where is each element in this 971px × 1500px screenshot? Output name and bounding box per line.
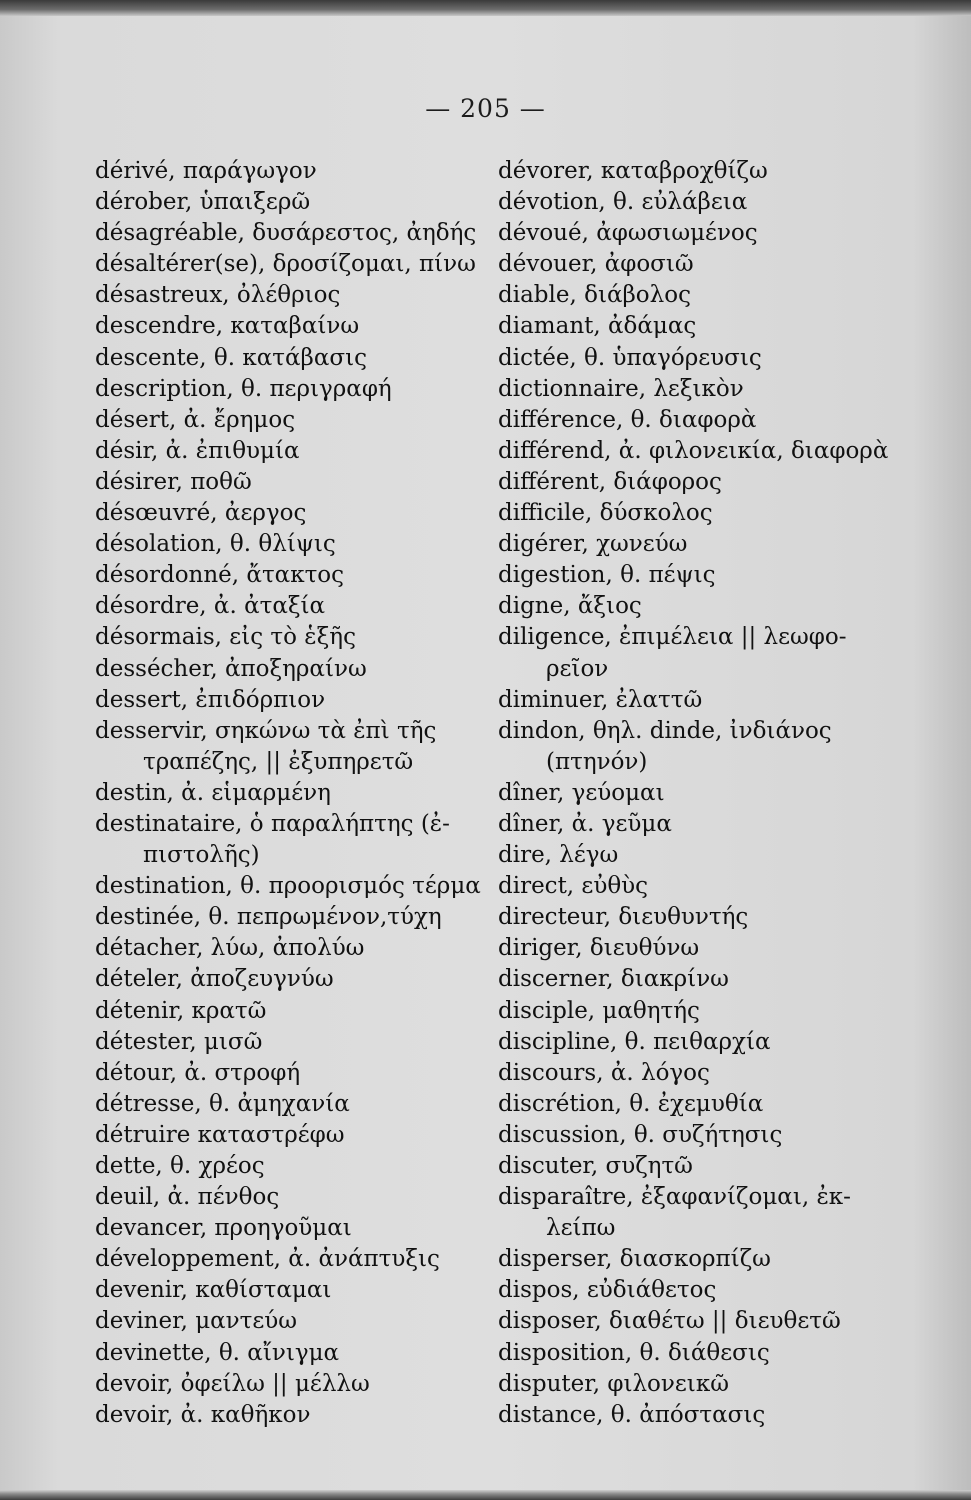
dictionary-entry [498, 498, 938, 529]
entry-text: dételer, ἀποζευγνύω [95, 966, 334, 993]
dictionary-entry [95, 1306, 535, 1337]
entry-text: destin, ἀ. εἱμαρμένη [95, 779, 331, 806]
dictionary-entry [498, 1369, 938, 1400]
entry-text: deviner, μαντεύω [95, 1308, 298, 1335]
dictionary-entry [498, 405, 938, 436]
dictionary-entry [95, 343, 535, 374]
dictionary-entry [498, 1182, 938, 1244]
entry-text: description, θ. περιγραφή [95, 375, 392, 402]
entry-text: dispos, εὐδιάθετος [498, 1277, 717, 1304]
dictionary-entry [498, 591, 938, 622]
dictionary-entry [498, 1151, 938, 1182]
dictionary-entry [95, 622, 535, 653]
dictionary-entry [95, 156, 535, 187]
entry-text: détenir, κρατῶ [95, 997, 267, 1024]
entry-text: dérivé, παράγωγον [95, 158, 317, 184]
entry-text: distance, θ. ἀπόστασις [498, 1401, 766, 1428]
entry-text: disposition, θ. διάθεσις [498, 1339, 770, 1366]
dictionary-entry [498, 436, 938, 467]
dictionary-entry [95, 218, 535, 249]
dictionary-entry [498, 280, 938, 311]
dictionary-entry [498, 964, 938, 995]
entry-text: dîner, ἀ. γεῦμα [498, 810, 672, 837]
entry-text: désert, ἀ. ἔρημος [95, 406, 296, 433]
entry-text: différend, ἀ. φιλονεικία, διαφορὰ [498, 437, 889, 464]
dictionary-entry [498, 809, 938, 840]
dictionary-entry [95, 996, 535, 1027]
entry-text: disparaître, ἐξαφανίζομαι, ἐκ- [498, 1184, 851, 1211]
dictionary-entry [95, 1338, 535, 1369]
dictionary-entry [95, 560, 535, 591]
dictionary-entry [498, 311, 938, 342]
entry-text: discerner, διακρίνω [498, 966, 729, 993]
entry-text: dindon, θηλ. dinde, ἰνδιάνος [498, 717, 832, 744]
dictionary-entry [95, 964, 535, 995]
dictionary-entry [95, 1182, 535, 1213]
entry-text: direct, εὐθὺς [498, 873, 649, 900]
entry-text: désagréable, δυσάρεστος, ἀηδής [95, 220, 477, 247]
dictionary-entry [95, 933, 535, 964]
entry-text: diamant, ἀδάμας [498, 313, 697, 340]
entry-text: désœuvré, ἀεργος [95, 500, 307, 527]
entry-text: dessécher, ἀποξηραίνω [95, 655, 367, 682]
dictionary-entry [95, 778, 535, 809]
entry-text: détruire καταστρέφω [95, 1121, 345, 1148]
dictionary-entry [95, 249, 535, 280]
dictionary-entry [498, 467, 938, 498]
dictionary-entry [498, 1306, 938, 1337]
dictionary-entry [498, 1058, 938, 1089]
entry-text: directeur, διευθυντής [498, 904, 749, 931]
entry-text: descendre, καταβαίνω [95, 313, 360, 340]
entry-text: dette, θ. χρέος [95, 1153, 265, 1179]
entry-text: digérer, χωνεύω [498, 531, 688, 558]
entry-text: deuil, ἀ. πένθος [95, 1184, 280, 1211]
dictionary-entry [95, 685, 535, 716]
dictionary-entry [95, 311, 535, 342]
dictionary-entry [95, 1120, 535, 1151]
dictionary-entry [498, 902, 938, 933]
page-top-edge [0, 0, 971, 16]
dictionary-entry [95, 405, 535, 436]
dictionary-entry [498, 871, 938, 902]
dictionary-entry [498, 249, 938, 280]
dictionary-entry [95, 902, 535, 933]
dictionary-entry [95, 1213, 535, 1244]
entry-text: devoir, ὀφείλω || μέλλω [95, 1370, 370, 1397]
entry-text: discuter, συζητῶ [498, 1153, 693, 1179]
dictionary-entry [498, 840, 938, 871]
dictionary-entry [95, 809, 535, 871]
entry-continuation: ρεῖον [546, 655, 609, 682]
entry-text: devinette, θ. αἴνιγμα [95, 1339, 340, 1366]
entry-text: détester, μισῶ [95, 1028, 263, 1055]
page-bottom-edge [0, 1490, 971, 1500]
entry-text: devoir, ἀ. καθῆκον [95, 1401, 311, 1428]
dictionary-entry [95, 374, 535, 405]
entry-text: désordre, ἀ. ἀταξία [95, 593, 326, 620]
entry-text: discrétion, θ. ἐχεμυθία [498, 1090, 764, 1117]
dictionary-entry [95, 1151, 535, 1182]
entry-text: développement, ἀ. ἀνάπτυξις [95, 1246, 440, 1273]
entry-text: détour, ἀ. στροφή [95, 1059, 301, 1086]
dictionary-entry [95, 1027, 535, 1058]
entry-text: dîner, γεύομαι [498, 779, 665, 806]
entry-text: disputer, φιλονεικῶ [498, 1370, 729, 1397]
dictionary-entry [95, 436, 535, 467]
dictionary-entry [95, 1244, 535, 1275]
entry-text: désormais, εἰς τὸ ἑξῆς [95, 624, 356, 651]
entry-text: dévotion, θ. εὐλάβεια [498, 189, 748, 216]
entry-text: dictionnaire, λεξικὸν [498, 375, 744, 402]
entry-text: difficile, δύσκολος [498, 500, 713, 527]
dictionary-entry [95, 1089, 535, 1120]
right-column [498, 156, 938, 1431]
entry-text: desservir, σηκώνω τὰ ἐπὶ τῆς [95, 717, 437, 744]
entry-text: diable, διάβολος [498, 282, 691, 309]
dictionary-entry [95, 1369, 535, 1400]
dictionary-entry [498, 1120, 938, 1151]
dictionary-entry [95, 187, 535, 218]
entry-text: digestion, θ. πέψις [498, 562, 716, 589]
dictionary-entry [95, 1275, 535, 1306]
dictionary-entry [498, 343, 938, 374]
dictionary-entry [498, 716, 938, 778]
entry-text: dévoué, ἀφωσιωμένος [498, 220, 758, 247]
entry-text: désaltérer(se), δροσίζομαι, πίνω [95, 251, 476, 278]
entry-text: discipline, θ. πειθαρχία [498, 1028, 771, 1055]
entry-text: dessert, ἐπιδόρπιον [95, 686, 326, 713]
entry-continuation: λείπω [546, 1215, 616, 1242]
entry-text: désirer, ποθῶ [95, 468, 252, 495]
entry-text: dévorer, καταβροχθίζω [498, 158, 768, 184]
entry-text: diriger, διευθύνω [498, 935, 700, 962]
entry-text: digne, ἄξιος [498, 593, 642, 620]
entry-text: discours, ἀ. λόγος [498, 1059, 710, 1086]
entry-text: dévouer, ἀφοσιῶ [498, 251, 694, 278]
dictionary-entry [498, 933, 938, 964]
dictionary-entry [95, 591, 535, 622]
dictionary-entry [95, 1058, 535, 1089]
dictionary-entry [95, 1400, 535, 1431]
entry-text: désastreux, ὀλέθριος [95, 282, 341, 309]
entry-text: devenir, καθίσταμαι [95, 1277, 332, 1304]
dictionary-entry [498, 218, 938, 249]
entry-text: diligence, ἐπιμέλεια || λεωφο- [498, 624, 847, 651]
entry-text: désolation, θ. θλίψις [95, 531, 336, 558]
dictionary-entry [498, 187, 938, 218]
entry-text: désir, ἀ. ἐπιθυμία [95, 437, 300, 464]
dictionary-entry [498, 374, 938, 405]
dictionary-entry [498, 1244, 938, 1275]
dictionary-entry [95, 280, 535, 311]
entry-continuation: τραπέζης, || ἐξυπηρετῶ [143, 748, 414, 775]
entry-text: diminuer, ἐλαττῶ [498, 686, 703, 713]
entry-text: dérober, ὑπαιξερῶ [95, 189, 311, 216]
left-column [95, 156, 535, 1431]
dictionary-entry [498, 1275, 938, 1306]
entry-text: destinataire, ὁ παραλήπτης (ἐ- [95, 810, 450, 837]
dictionary-entry [498, 1338, 938, 1369]
dictionary-entry [95, 654, 535, 685]
entry-text: destination, θ. προορισμός τέρμα [95, 873, 481, 900]
entry-text: différent, διάφορος [498, 468, 722, 495]
dictionary-entry [95, 716, 535, 778]
dictionary-entry [498, 622, 938, 684]
entry-text: disposer, διαθέτω || διευθετῶ [498, 1308, 841, 1335]
entry-text: discussion, θ. συζήτησις [498, 1121, 783, 1148]
entry-text: détresse, θ. ἀμηχανία [95, 1090, 350, 1117]
entry-text: disperser, διασκορπίζω [498, 1246, 771, 1273]
dictionary-entry [498, 1089, 938, 1120]
entry-continuation: (πτηνόν) [546, 748, 648, 775]
page-number: — 205 — [425, 94, 546, 123]
dictionary-entry [498, 685, 938, 716]
entry-continuation: πιστολῆς) [143, 842, 260, 869]
entry-text: dictée, θ. ὑπαγόρευσις [498, 344, 762, 371]
entry-text: détacher, λύω, ἀπολύω [95, 935, 365, 962]
dictionary-entry [95, 467, 535, 498]
dictionary-entry [498, 156, 938, 187]
dictionary-entry [95, 529, 535, 560]
dictionary-entry [498, 996, 938, 1027]
entry-text: désordonné, ἄτακτος [95, 562, 345, 589]
entry-text: descente, θ. κατάβασις [95, 344, 367, 371]
dictionary-entry [498, 1400, 938, 1431]
entry-text: destinée, θ. πεπρωμένον,τύχη [95, 904, 442, 931]
entry-text: différence, θ. διαφορὰ [498, 406, 757, 433]
entry-text: dire, λέγω [498, 842, 619, 869]
dictionary-entry [498, 529, 938, 560]
dictionary-entry [95, 871, 535, 902]
entry-text: disciple, μαθητής [498, 997, 700, 1024]
dictionary-entry [498, 560, 938, 591]
entry-text: devancer, προηγοῦμαι [95, 1215, 352, 1242]
dictionary-entry [498, 1027, 938, 1058]
dictionary-entry [95, 498, 535, 529]
dictionary-entry [498, 778, 938, 809]
